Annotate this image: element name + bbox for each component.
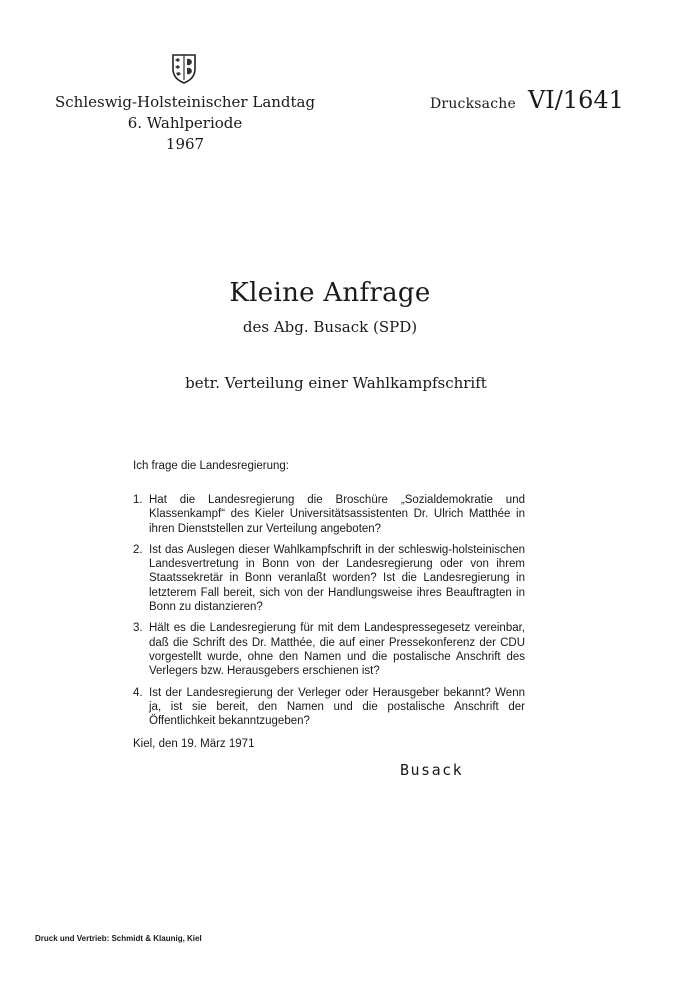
question-number: 1. (133, 494, 143, 506)
question-text: Ist das Auslegen dieser Wahlkampfschrift in der schleswig-holsteinischen Landesvertretung in Bonn von der Landesregierung oder von ihrem Staatssekretär in Bonn veranlaßt worden? Ist die Landesregierung in letzterem Fall bereit, sich von der Handlungsweise ihres Beauftragten in Bonn zu distanzieren? (149, 543, 525, 614)
parliament-name: Schleswig-Holsteinischer Landtag (55, 93, 316, 111)
question-item (133, 493, 525, 536)
question-item (133, 543, 525, 614)
period-year: 1967 (165, 135, 205, 153)
drucksache-label: Drucksache (430, 96, 516, 112)
question-list (133, 493, 525, 735)
document-title: Kleine Anfrage (229, 278, 431, 308)
signature: Busack (400, 761, 464, 779)
drucksache-number: VI/1641 (527, 86, 624, 114)
question-text: Hält es die Landesregierung für mit dem Landespressegesetz vereinbar, daß die Schrift des Dr. Matthée, die auf einer Pressekonferenz der CDU vorgestellt wurde, ohne den Namen und die postalische Anschrift des Verlegers bzw. Herausgebers erschienen ist? (149, 622, 525, 678)
issuer-block (55, 92, 315, 155)
legislative-period: 6. Wahlperiode (127, 114, 243, 132)
author-line: des Abg. Busack (SPD) (242, 318, 418, 336)
question-number: 2. (133, 543, 143, 556)
question-item (133, 686, 525, 729)
subject-line: betr. Verteilung einer Wahlkampfschrift (185, 374, 487, 392)
place-date: Kiel, den 19. März 1971 (133, 738, 255, 750)
question-text: Ist der Landesregierung der Verleger oder Herausgeber bekannt? Wenn ja, ist sie bereit, den Namen und die postalische Anschrift der Öffentlichkeit bekanntzugeben? (149, 686, 525, 728)
question-number: 3. (133, 622, 143, 635)
question-item (133, 621, 525, 678)
question-text: Hat die Landesregierung die Broschüre „Sozialdemokratie und Klassenkampf“ des Kieler Universitätsassistenten Dr. Ulrich Matthée in ihren Dienststellen zur Verteilung angeboten? (149, 494, 525, 535)
printer-imprint: Druck und Vertrieb: Schmidt & Klaunig, Kiel (35, 934, 202, 943)
drucksache-reference (430, 86, 624, 114)
coat-of-arms-icon (171, 52, 197, 84)
question-number: 4. (133, 686, 143, 699)
intro-text: Ich frage die Landesregierung: (133, 460, 289, 472)
